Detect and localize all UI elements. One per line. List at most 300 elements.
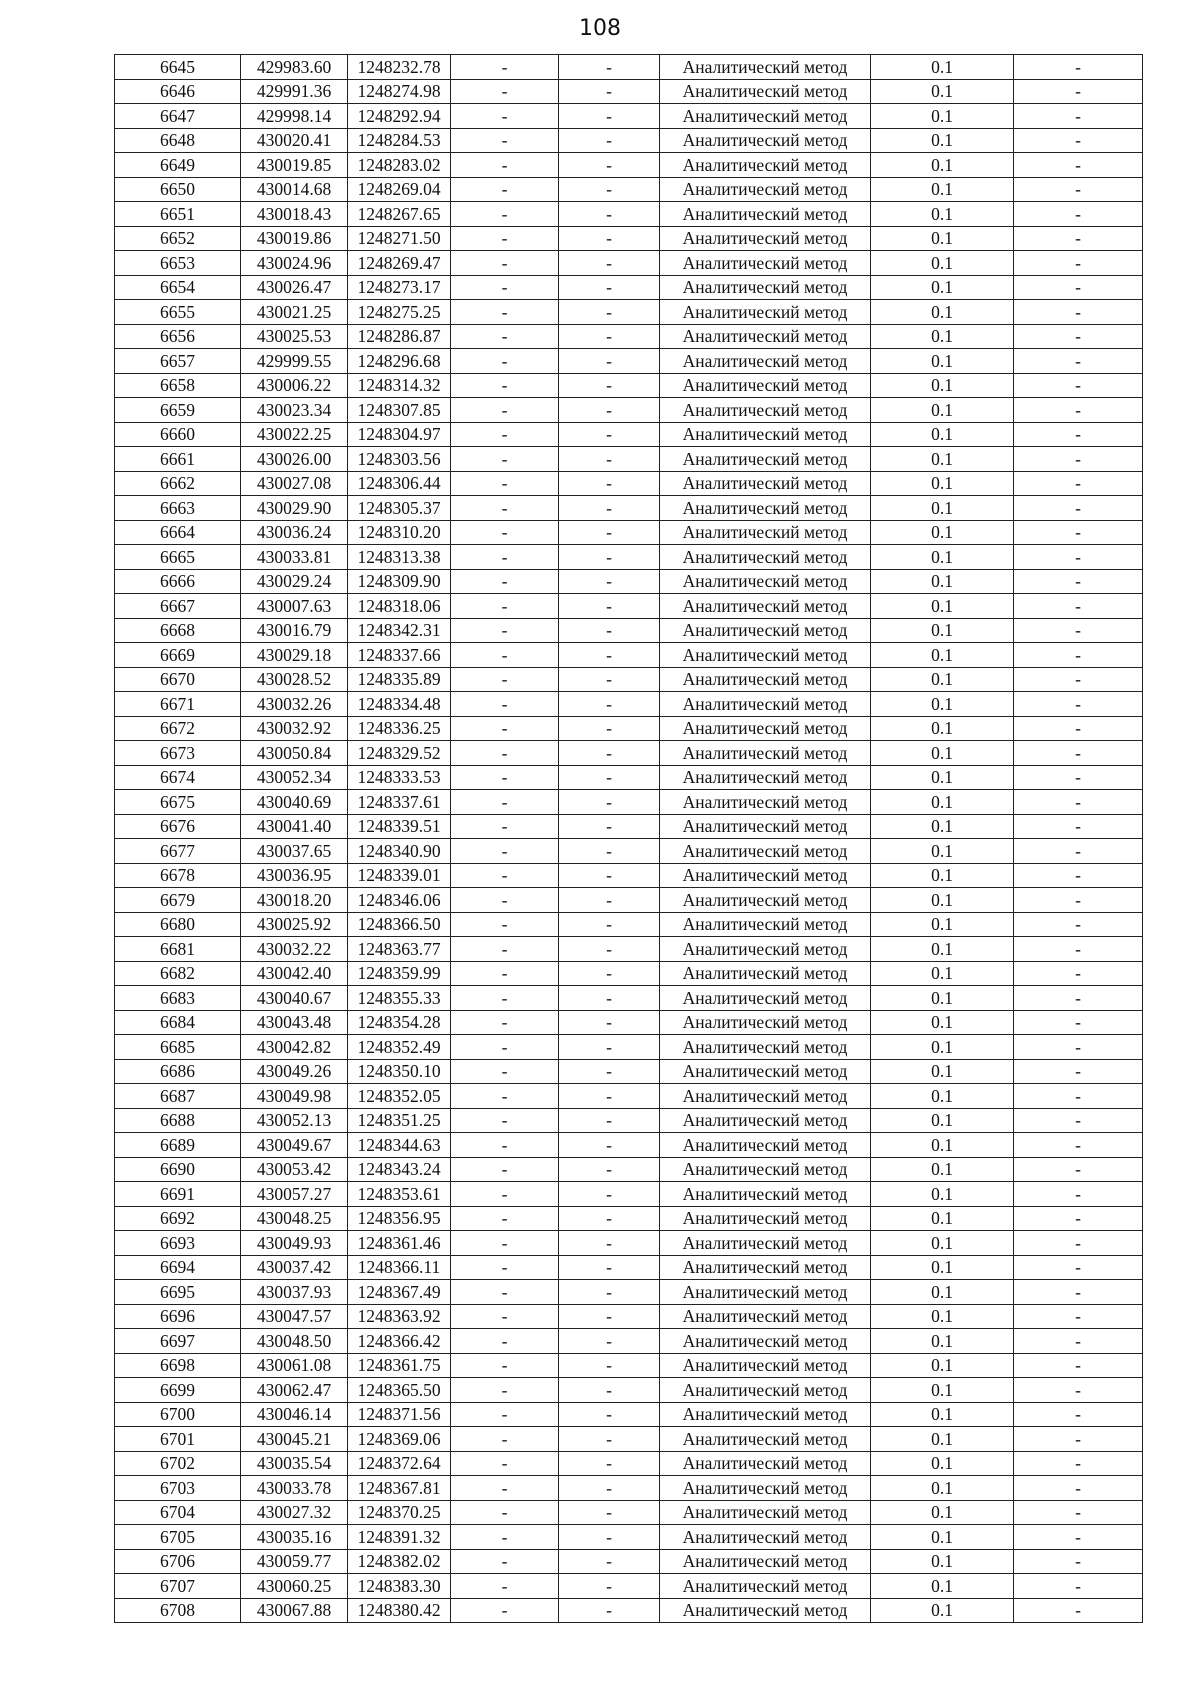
column-5-cell: - <box>559 471 660 496</box>
column-5-cell: - <box>559 1451 660 1476</box>
point-number-cell: 6663 <box>115 496 241 521</box>
column-4-cell: - <box>451 1280 559 1305</box>
table-row <box>115 643 1143 668</box>
column-5-cell: - <box>559 1476 660 1501</box>
column-5-cell: - <box>559 447 660 472</box>
y-coordinate-cell: 1248352.05 <box>348 1084 451 1109</box>
x-coordinate-cell: 430046.14 <box>241 1402 348 1427</box>
method-cell: Аналитический метод <box>660 1451 871 1476</box>
column-4-cell: - <box>451 912 559 937</box>
column-4-cell: - <box>451 251 559 276</box>
column-4-cell: - <box>451 373 559 398</box>
method-cell: Аналитический метод <box>660 447 871 472</box>
table-row <box>115 716 1143 741</box>
column-8-cell: - <box>1014 986 1143 1011</box>
column-4-cell: - <box>451 226 559 251</box>
table-row <box>115 1476 1143 1501</box>
x-coordinate-cell: 430067.88 <box>241 1598 348 1623</box>
accuracy-cell: 0.1 <box>871 202 1014 227</box>
method-cell: Аналитический метод <box>660 814 871 839</box>
point-number-cell: 6648 <box>115 128 241 153</box>
column-8-cell: - <box>1014 104 1143 129</box>
x-coordinate-cell: 430062.47 <box>241 1378 348 1403</box>
method-cell: Аналитический метод <box>660 55 871 80</box>
point-number-cell: 6682 <box>115 961 241 986</box>
table-row <box>115 937 1143 962</box>
table-row <box>115 1133 1143 1158</box>
column-8-cell: - <box>1014 863 1143 888</box>
column-5-cell: - <box>559 398 660 423</box>
y-coordinate-cell: 1248283.02 <box>348 153 451 178</box>
point-number-cell: 6699 <box>115 1378 241 1403</box>
table-row <box>115 398 1143 423</box>
accuracy-cell: 0.1 <box>871 1133 1014 1158</box>
x-coordinate-cell: 430035.54 <box>241 1451 348 1476</box>
x-coordinate-cell: 430048.25 <box>241 1206 348 1231</box>
point-number-cell: 6704 <box>115 1500 241 1525</box>
column-4-cell: - <box>451 961 559 986</box>
accuracy-cell: 0.1 <box>871 177 1014 202</box>
y-coordinate-cell: 1248361.75 <box>348 1353 451 1378</box>
method-cell: Аналитический метод <box>660 545 871 570</box>
table-row <box>115 79 1143 104</box>
y-coordinate-cell: 1248313.38 <box>348 545 451 570</box>
column-5-cell: - <box>559 814 660 839</box>
accuracy-cell: 0.1 <box>871 1525 1014 1550</box>
y-coordinate-cell: 1248337.61 <box>348 790 451 815</box>
accuracy-cell: 0.1 <box>871 1598 1014 1623</box>
column-8-cell: - <box>1014 1329 1143 1354</box>
y-coordinate-cell: 1248333.53 <box>348 765 451 790</box>
x-coordinate-cell: 430050.84 <box>241 741 348 766</box>
accuracy-cell: 0.1 <box>871 863 1014 888</box>
column-4-cell: - <box>451 569 559 594</box>
accuracy-cell: 0.1 <box>871 692 1014 717</box>
x-coordinate-cell: 430036.95 <box>241 863 348 888</box>
column-4-cell: - <box>451 300 559 325</box>
y-coordinate-cell: 1248318.06 <box>348 594 451 619</box>
x-coordinate-cell: 430040.67 <box>241 986 348 1011</box>
column-4-cell: - <box>451 1157 559 1182</box>
y-coordinate-cell: 1248355.33 <box>348 986 451 1011</box>
column-4-cell: - <box>451 1525 559 1550</box>
column-5-cell: - <box>559 1378 660 1403</box>
y-coordinate-cell: 1248391.32 <box>348 1525 451 1550</box>
table-row <box>115 1525 1143 1550</box>
column-5-cell: - <box>559 1402 660 1427</box>
point-number-cell: 6664 <box>115 520 241 545</box>
y-coordinate-cell: 1248334.48 <box>348 692 451 717</box>
accuracy-cell: 0.1 <box>871 422 1014 447</box>
column-4-cell: - <box>451 1329 559 1354</box>
column-4-cell: - <box>451 1206 559 1231</box>
table-row <box>115 1598 1143 1623</box>
column-5-cell: - <box>559 1035 660 1060</box>
method-cell: Аналитический метод <box>660 1402 871 1427</box>
column-8-cell: - <box>1014 226 1143 251</box>
column-5-cell: - <box>559 1255 660 1280</box>
column-4-cell: - <box>451 741 559 766</box>
column-4-cell: - <box>451 594 559 619</box>
x-coordinate-cell: 430006.22 <box>241 373 348 398</box>
column-8-cell: - <box>1014 692 1143 717</box>
column-4-cell: - <box>451 716 559 741</box>
column-8-cell: - <box>1014 300 1143 325</box>
point-number-cell: 6649 <box>115 153 241 178</box>
method-cell: Аналитический метод <box>660 1500 871 1525</box>
table-row <box>115 422 1143 447</box>
point-number-cell: 6683 <box>115 986 241 1011</box>
table-row <box>115 790 1143 815</box>
column-4-cell: - <box>451 104 559 129</box>
y-coordinate-cell: 1248369.06 <box>348 1427 451 1452</box>
column-8-cell: - <box>1014 1353 1143 1378</box>
column-8-cell: - <box>1014 912 1143 937</box>
y-coordinate-cell: 1248339.01 <box>348 863 451 888</box>
column-5-cell: - <box>559 1231 660 1256</box>
column-5-cell: - <box>559 251 660 276</box>
point-number-cell: 6692 <box>115 1206 241 1231</box>
method-cell: Аналитический метод <box>660 226 871 251</box>
x-coordinate-cell: 430035.16 <box>241 1525 348 1550</box>
y-coordinate-cell: 1248344.63 <box>348 1133 451 1158</box>
column-4-cell: - <box>451 1108 559 1133</box>
table-row <box>115 839 1143 864</box>
method-cell: Аналитический метод <box>660 643 871 668</box>
accuracy-cell: 0.1 <box>871 349 1014 374</box>
column-8-cell: - <box>1014 937 1143 962</box>
method-cell: Аналитический метод <box>660 520 871 545</box>
column-5-cell: - <box>559 569 660 594</box>
page-number: 108 <box>579 16 621 41</box>
accuracy-cell: 0.1 <box>871 618 1014 643</box>
method-cell: Аналитический метод <box>660 1035 871 1060</box>
column-8-cell: - <box>1014 643 1143 668</box>
y-coordinate-cell: 1248306.44 <box>348 471 451 496</box>
method-cell: Аналитический метод <box>660 128 871 153</box>
x-coordinate-cell: 430018.20 <box>241 888 348 913</box>
table-row <box>115 1304 1143 1329</box>
column-5-cell: - <box>559 226 660 251</box>
column-8-cell: - <box>1014 202 1143 227</box>
point-number-cell: 6673 <box>115 741 241 766</box>
y-coordinate-cell: 1248361.46 <box>348 1231 451 1256</box>
accuracy-cell: 0.1 <box>871 839 1014 864</box>
accuracy-cell: 0.1 <box>871 594 1014 619</box>
column-8-cell: - <box>1014 153 1143 178</box>
method-cell: Аналитический метод <box>660 1059 871 1084</box>
point-number-cell: 6647 <box>115 104 241 129</box>
point-number-cell: 6688 <box>115 1108 241 1133</box>
method-cell: Аналитический метод <box>660 569 871 594</box>
table-row <box>115 1035 1143 1060</box>
column-5-cell: - <box>559 1574 660 1599</box>
column-8-cell: - <box>1014 961 1143 986</box>
column-8-cell: - <box>1014 1500 1143 1525</box>
table-row <box>115 251 1143 276</box>
column-8-cell: - <box>1014 1574 1143 1599</box>
point-number-cell: 6705 <box>115 1525 241 1550</box>
y-coordinate-cell: 1248367.49 <box>348 1280 451 1305</box>
accuracy-cell: 0.1 <box>871 1084 1014 1109</box>
x-coordinate-cell: 430026.00 <box>241 447 348 472</box>
accuracy-cell: 0.1 <box>871 1549 1014 1574</box>
y-coordinate-cell: 1248353.61 <box>348 1182 451 1207</box>
y-coordinate-cell: 1248296.68 <box>348 349 451 374</box>
table-row <box>115 741 1143 766</box>
column-8-cell: - <box>1014 667 1143 692</box>
column-4-cell: - <box>451 1549 559 1574</box>
table-row <box>115 1329 1143 1354</box>
point-number-cell: 6700 <box>115 1402 241 1427</box>
table-row <box>115 177 1143 202</box>
accuracy-cell: 0.1 <box>871 324 1014 349</box>
accuracy-cell: 0.1 <box>871 520 1014 545</box>
x-coordinate-cell: 430045.21 <box>241 1427 348 1452</box>
point-number-cell: 6661 <box>115 447 241 472</box>
column-5-cell: - <box>559 373 660 398</box>
y-coordinate-cell: 1248337.66 <box>348 643 451 668</box>
x-coordinate-cell: 430032.26 <box>241 692 348 717</box>
table-row <box>115 324 1143 349</box>
table-row <box>115 1182 1143 1207</box>
y-coordinate-cell: 1248286.87 <box>348 324 451 349</box>
accuracy-cell: 0.1 <box>871 496 1014 521</box>
column-5-cell: - <box>559 594 660 619</box>
method-cell: Аналитический метод <box>660 765 871 790</box>
column-5-cell: - <box>559 1304 660 1329</box>
method-cell: Аналитический метод <box>660 692 871 717</box>
table-row <box>115 471 1143 496</box>
column-4-cell: - <box>451 863 559 888</box>
method-cell: Аналитический метод <box>660 1108 871 1133</box>
y-coordinate-cell: 1248275.25 <box>348 300 451 325</box>
column-5-cell: - <box>559 520 660 545</box>
method-cell: Аналитический метод <box>660 324 871 349</box>
column-8-cell: - <box>1014 888 1143 913</box>
column-8-cell: - <box>1014 398 1143 423</box>
column-5-cell: - <box>559 986 660 1011</box>
column-5-cell: - <box>559 153 660 178</box>
accuracy-cell: 0.1 <box>871 1353 1014 1378</box>
column-8-cell: - <box>1014 520 1143 545</box>
column-4-cell: - <box>451 986 559 1011</box>
point-number-cell: 6669 <box>115 643 241 668</box>
x-coordinate-cell: 430019.85 <box>241 153 348 178</box>
accuracy-cell: 0.1 <box>871 79 1014 104</box>
x-coordinate-cell: 430037.93 <box>241 1280 348 1305</box>
point-number-cell: 6645 <box>115 55 241 80</box>
method-cell: Аналитический метод <box>660 912 871 937</box>
column-4-cell: - <box>451 1476 559 1501</box>
accuracy-cell: 0.1 <box>871 447 1014 472</box>
point-number-cell: 6694 <box>115 1255 241 1280</box>
column-4-cell: - <box>451 839 559 864</box>
column-4-cell: - <box>451 177 559 202</box>
point-number-cell: 6672 <box>115 716 241 741</box>
x-coordinate-cell: 430032.22 <box>241 937 348 962</box>
table-row <box>115 692 1143 717</box>
accuracy-cell: 0.1 <box>871 986 1014 1011</box>
column-8-cell: - <box>1014 569 1143 594</box>
accuracy-cell: 0.1 <box>871 1255 1014 1280</box>
y-coordinate-cell: 1248367.81 <box>348 1476 451 1501</box>
point-number-cell: 6708 <box>115 1598 241 1623</box>
table-row <box>115 520 1143 545</box>
column-8-cell: - <box>1014 765 1143 790</box>
column-5-cell: - <box>559 1549 660 1574</box>
column-4-cell: - <box>451 1378 559 1403</box>
column-8-cell: - <box>1014 1010 1143 1035</box>
column-8-cell: - <box>1014 496 1143 521</box>
accuracy-cell: 0.1 <box>871 1182 1014 1207</box>
point-number-cell: 6656 <box>115 324 241 349</box>
point-number-cell: 6654 <box>115 275 241 300</box>
y-coordinate-cell: 1248304.97 <box>348 422 451 447</box>
column-5-cell: - <box>559 275 660 300</box>
y-coordinate-cell: 1248366.50 <box>348 912 451 937</box>
accuracy-cell: 0.1 <box>871 1329 1014 1354</box>
column-4-cell: - <box>451 447 559 472</box>
method-cell: Аналитический метод <box>660 1427 871 1452</box>
column-4-cell: - <box>451 1451 559 1476</box>
point-number-cell: 6668 <box>115 618 241 643</box>
column-4-cell: - <box>451 1084 559 1109</box>
point-number-cell: 6687 <box>115 1084 241 1109</box>
point-number-cell: 6651 <box>115 202 241 227</box>
column-5-cell: - <box>559 937 660 962</box>
point-number-cell: 6653 <box>115 251 241 276</box>
point-number-cell: 6665 <box>115 545 241 570</box>
method-cell: Аналитический метод <box>660 1598 871 1623</box>
x-coordinate-cell: 430061.08 <box>241 1353 348 1378</box>
accuracy-cell: 0.1 <box>871 814 1014 839</box>
column-8-cell: - <box>1014 814 1143 839</box>
column-5-cell: - <box>559 1353 660 1378</box>
accuracy-cell: 0.1 <box>871 1010 1014 1035</box>
point-number-cell: 6675 <box>115 790 241 815</box>
column-4-cell: - <box>451 765 559 790</box>
column-5-cell: - <box>559 741 660 766</box>
y-coordinate-cell: 1248342.31 <box>348 618 451 643</box>
x-coordinate-cell: 430042.82 <box>241 1035 348 1060</box>
column-5-cell: - <box>559 1182 660 1207</box>
method-cell: Аналитический метод <box>660 251 871 276</box>
method-cell: Аналитический метод <box>660 839 871 864</box>
point-number-cell: 6684 <box>115 1010 241 1035</box>
accuracy-cell: 0.1 <box>871 1157 1014 1182</box>
column-4-cell: - <box>451 275 559 300</box>
accuracy-cell: 0.1 <box>871 790 1014 815</box>
column-5-cell: - <box>559 643 660 668</box>
accuracy-cell: 0.1 <box>871 275 1014 300</box>
table-row <box>115 888 1143 913</box>
point-number-cell: 6666 <box>115 569 241 594</box>
y-coordinate-cell: 1248371.56 <box>348 1402 451 1427</box>
point-number-cell: 6680 <box>115 912 241 937</box>
column-4-cell: - <box>451 1231 559 1256</box>
y-coordinate-cell: 1248310.20 <box>348 520 451 545</box>
column-5-cell: - <box>559 55 660 80</box>
column-4-cell: - <box>451 888 559 913</box>
y-coordinate-cell: 1248336.25 <box>348 716 451 741</box>
table-row <box>115 594 1143 619</box>
y-coordinate-cell: 1248271.50 <box>348 226 451 251</box>
point-number-cell: 6667 <box>115 594 241 619</box>
point-number-cell: 6695 <box>115 1280 241 1305</box>
y-coordinate-cell: 1248314.32 <box>348 373 451 398</box>
table-row <box>115 447 1143 472</box>
column-5-cell: - <box>559 716 660 741</box>
column-5-cell: - <box>559 1525 660 1550</box>
column-8-cell: - <box>1014 422 1143 447</box>
x-coordinate-cell: 430049.93 <box>241 1231 348 1256</box>
method-cell: Аналитический метод <box>660 1378 871 1403</box>
table-row <box>115 863 1143 888</box>
y-coordinate-cell: 1248354.28 <box>348 1010 451 1035</box>
table-row <box>115 912 1143 937</box>
table-row <box>115 961 1143 986</box>
point-number-cell: 6650 <box>115 177 241 202</box>
y-coordinate-cell: 1248274.98 <box>348 79 451 104</box>
point-number-cell: 6646 <box>115 79 241 104</box>
table-row <box>115 1378 1143 1403</box>
column-4-cell: - <box>451 496 559 521</box>
column-8-cell: - <box>1014 1206 1143 1231</box>
column-5-cell: - <box>559 1329 660 1354</box>
table-row <box>115 104 1143 129</box>
x-coordinate-cell: 430049.67 <box>241 1133 348 1158</box>
x-coordinate-cell: 430007.63 <box>241 594 348 619</box>
x-coordinate-cell: 430027.08 <box>241 471 348 496</box>
accuracy-cell: 0.1 <box>871 128 1014 153</box>
x-coordinate-cell: 430049.26 <box>241 1059 348 1084</box>
method-cell: Аналитический метод <box>660 1133 871 1158</box>
method-cell: Аналитический метод <box>660 349 871 374</box>
method-cell: Аналитический метод <box>660 300 871 325</box>
y-coordinate-cell: 1248366.11 <box>348 1255 451 1280</box>
column-4-cell: - <box>451 545 559 570</box>
column-5-cell: - <box>559 765 660 790</box>
column-8-cell: - <box>1014 1451 1143 1476</box>
x-coordinate-cell: 430042.40 <box>241 961 348 986</box>
x-coordinate-cell: 430059.77 <box>241 1549 348 1574</box>
point-number-cell: 6671 <box>115 692 241 717</box>
x-coordinate-cell: 430040.69 <box>241 790 348 815</box>
point-number-cell: 6693 <box>115 1231 241 1256</box>
column-5-cell: - <box>559 1108 660 1133</box>
column-8-cell: - <box>1014 545 1143 570</box>
accuracy-cell: 0.1 <box>871 373 1014 398</box>
y-coordinate-cell: 1248382.02 <box>348 1549 451 1574</box>
x-coordinate-cell: 430052.34 <box>241 765 348 790</box>
column-5-cell: - <box>559 1010 660 1035</box>
method-cell: Аналитический метод <box>660 937 871 962</box>
column-8-cell: - <box>1014 275 1143 300</box>
point-number-cell: 6676 <box>115 814 241 839</box>
column-5-cell: - <box>559 888 660 913</box>
column-4-cell: - <box>451 55 559 80</box>
method-cell: Аналитический метод <box>660 1231 871 1256</box>
accuracy-cell: 0.1 <box>871 569 1014 594</box>
y-coordinate-cell: 1248329.52 <box>348 741 451 766</box>
accuracy-cell: 0.1 <box>871 55 1014 80</box>
y-coordinate-cell: 1248363.92 <box>348 1304 451 1329</box>
column-8-cell: - <box>1014 447 1143 472</box>
column-4-cell: - <box>451 349 559 374</box>
point-number-cell: 6686 <box>115 1059 241 1084</box>
method-cell: Аналитический метод <box>660 790 871 815</box>
